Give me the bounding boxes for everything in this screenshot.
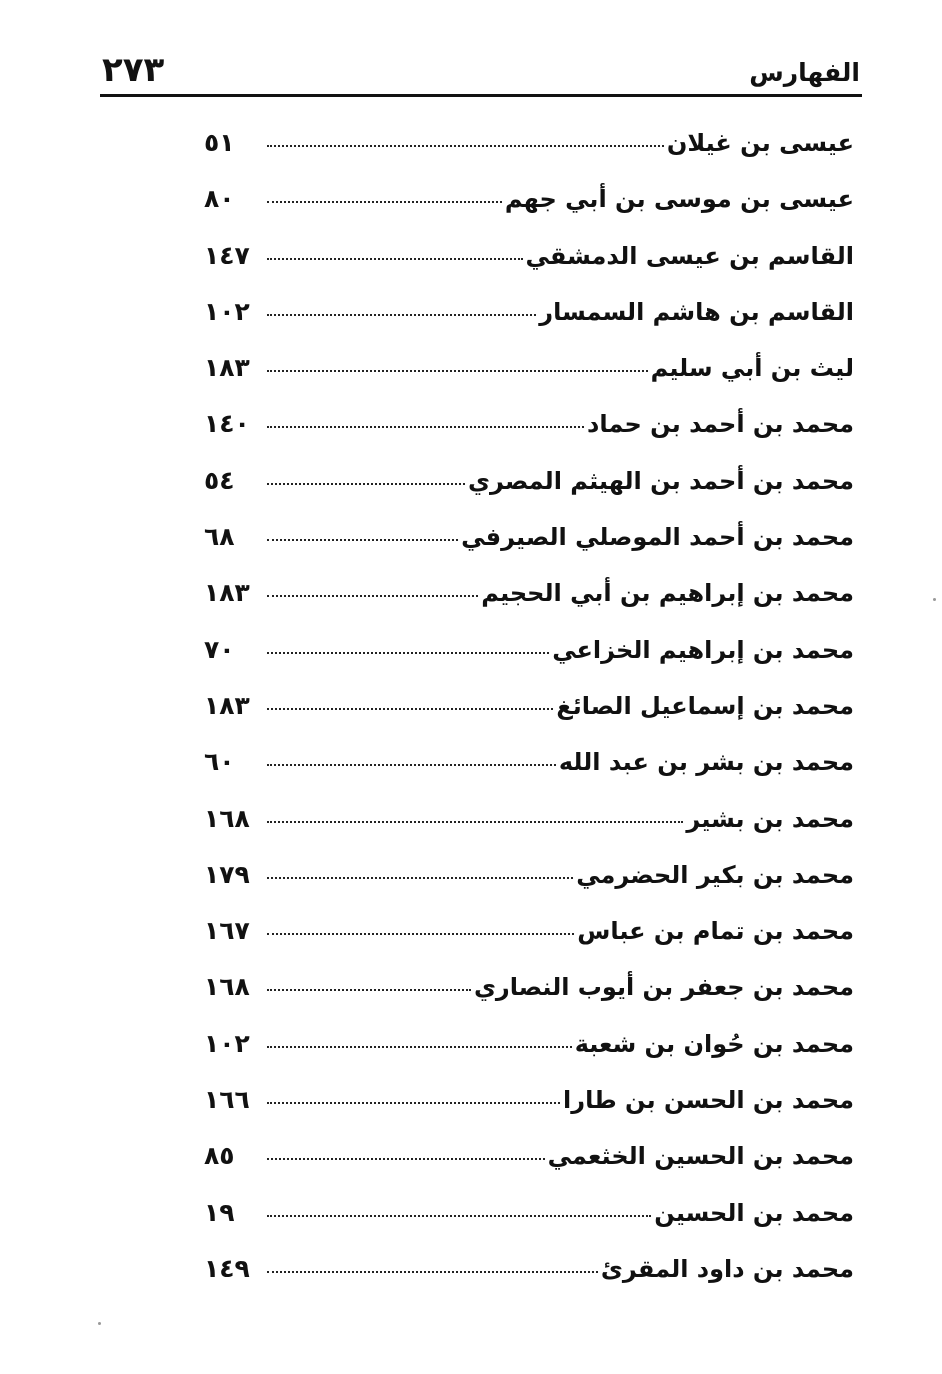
dot-leader [267, 257, 523, 260]
index-entry [204, 241, 854, 297]
dot-leader [267, 425, 584, 428]
dot-leader [267, 313, 536, 316]
entry-page-number: ١٦٨ [204, 972, 250, 1002]
entry-page-number: ١٦٧ [204, 916, 250, 946]
dot-leader [267, 763, 556, 766]
entry-page-number: ١٨٣ [204, 690, 250, 720]
dot-leader [267, 538, 458, 541]
index-entry [204, 972, 854, 1028]
dot-leader [267, 988, 471, 991]
entry-name: محمد بن أحمد بن الهيثم المصري [468, 466, 854, 495]
index-entry [204, 916, 854, 972]
index-entry [204, 353, 854, 409]
entry-page-number: ١٨٣ [204, 353, 250, 383]
index-entry [204, 635, 854, 691]
entry-page-number: ١٤٩ [204, 1253, 250, 1283]
index-entry [204, 747, 854, 803]
entry-name: محمد بن إسماعيل الصائغ [556, 691, 854, 720]
entry-name: محمد بن الحسين [654, 1198, 854, 1227]
dot-leader [267, 876, 573, 879]
dot-leader [267, 144, 664, 147]
dot-leader [267, 200, 502, 203]
dot-leader [267, 1214, 651, 1217]
entry-name: عيسى بن موسى بن أبي جهم [504, 185, 854, 214]
index-entry [204, 297, 854, 353]
entry-page-number: ١٠٢ [204, 296, 250, 326]
section-title: الفهارس [749, 58, 860, 87]
entry-name: محمد بن إبراهيم الخزاعي [552, 635, 854, 664]
entry-page-number: ٦٨ [204, 522, 235, 552]
index-entry [204, 1254, 854, 1310]
dot-leader [267, 369, 648, 372]
index-entry [204, 578, 854, 634]
entry-name: محمد بن تمام بن عباس [577, 917, 854, 946]
entry-page-number: ٦٠ [204, 747, 235, 777]
index-entry [204, 522, 854, 578]
entry-name: محمد بن بشر بن عبد الله [558, 748, 854, 777]
entry-name: محمد بن إبراهيم بن أبي الحجيم [481, 579, 854, 608]
dot-leader [267, 820, 683, 823]
entry-page-number: ٥١ [204, 128, 235, 157]
scan-speck [933, 598, 936, 601]
index-entry-list [204, 128, 854, 1310]
entry-page-number: ١٠٢ [204, 1028, 250, 1058]
entry-name: محمد بن داود المقرئ [600, 1254, 854, 1283]
index-entry [204, 1029, 854, 1085]
entry-name: محمد بن أحمد الموصلي الصيرفي [461, 523, 854, 552]
dot-leader [267, 932, 574, 935]
page-header [100, 44, 862, 97]
entry-name: القاسم بن عيسى الدمشقي [525, 241, 854, 270]
entry-name: محمد بن حُوان بن شعبة [574, 1029, 854, 1058]
entry-page-number: ٨٥ [204, 1141, 235, 1171]
index-entry [204, 860, 854, 916]
entry-page-number: ١٧٩ [204, 859, 250, 889]
entry-name: القاسم بن هاشم السمسار [539, 297, 854, 326]
entry-name: ليث بن أبي سليم [650, 354, 854, 383]
dot-leader [267, 1270, 598, 1273]
entry-page-number: ١٤٧ [204, 240, 250, 270]
dot-leader [267, 482, 465, 485]
index-entry [204, 184, 854, 240]
dot-leader [267, 707, 553, 710]
page-number: ٢٧٣ [102, 50, 165, 90]
entry-name: محمد بن بكير الحضرمي [576, 860, 854, 889]
index-entry [204, 1141, 854, 1197]
index-entry [204, 466, 854, 522]
index-entry [204, 804, 854, 860]
entry-page-number: ١٦٦ [204, 1085, 250, 1115]
entry-name: محمد بن أحمد بن حماد [587, 410, 854, 439]
dot-leader [267, 1101, 560, 1104]
entry-name: محمد بن الحسين الخثعمي [547, 1142, 854, 1171]
entry-name: محمد بن جعفر بن أيوب النصاري [473, 973, 854, 1002]
scan-speck [98, 1322, 101, 1325]
entry-page-number: ٨٠ [204, 184, 235, 214]
entry-name: محمد بن الحسن بن طارا [563, 1086, 854, 1115]
entry-name: عيسى بن غيلان [666, 129, 854, 157]
index-entry [204, 1085, 854, 1141]
entry-page-number: ١٤٠ [204, 409, 250, 439]
dot-leader [267, 1045, 572, 1048]
entry-page-number: ١٨٣ [204, 578, 250, 608]
entry-name: محمد بن بشير [686, 804, 854, 833]
index-entry [204, 409, 854, 465]
index-entry [204, 1198, 854, 1254]
dot-leader [267, 1157, 545, 1160]
entry-page-number: ١٦٨ [204, 803, 250, 833]
index-entry [204, 691, 854, 747]
entry-page-number: ٧٠ [204, 634, 235, 664]
entry-page-number: ٥٤ [204, 465, 235, 495]
entry-page-number: ١٩ [204, 1197, 235, 1227]
dot-leader [267, 594, 478, 597]
dot-leader [267, 651, 549, 654]
index-entry [204, 128, 854, 184]
